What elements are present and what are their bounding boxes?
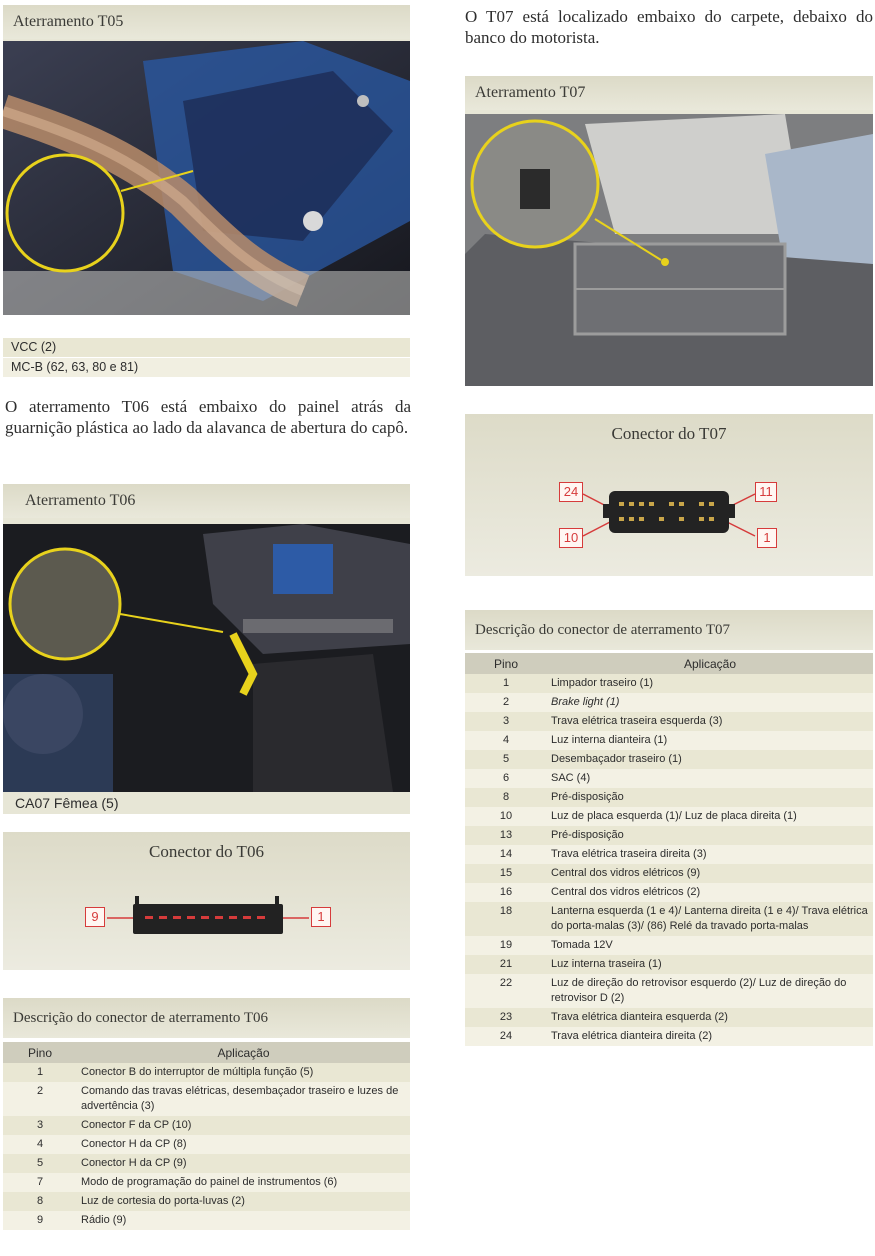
t07-connector-diagram [465,414,873,576]
table-row [3,1211,410,1230]
pin-number: 3 [3,1116,77,1135]
pin-application: Brake light (1) [547,693,873,712]
pin-number: 5 [3,1154,77,1173]
pin-application: Luz interna traseira (1) [547,955,873,974]
t06-connector-title: Conector do T06 [149,842,264,861]
pin-number: 4 [465,731,547,750]
t05-photo-panel [3,5,410,315]
pin-application: Luz de direção do retrovisor esquerdo (2)/ Luz de direção do retrovisor D (2) [547,974,873,1008]
t07-pin-label-24: 24 [559,482,583,502]
table-row [465,883,873,902]
t06-dashboard-illustration [3,524,410,792]
t07-connector-title: Conector do T07 [611,424,727,443]
pin-application: Luz de cortesia do porta-luvas (2) [77,1192,410,1211]
pin-application: Comando das travas elétricas, desembaçador traseiro e luzes de advertência (3) [77,1082,410,1116]
pin-number: 4 [3,1135,77,1154]
t07-pin-label-11: 11 [755,482,777,502]
pin-application: Pré-disposição [547,826,873,845]
t05-tags [3,338,410,378]
pin-number: 22 [465,974,547,1008]
pin-application: Conector F da CP (10) [77,1116,410,1135]
t07-pin-table [465,653,873,1046]
pin-application: Luz de placa esquerda (1)/ Luz de placa direita (1) [547,807,873,826]
t07-photo-panel [465,76,873,386]
t05-engine-photo [3,41,410,315]
table-row [465,807,873,826]
pin-number: 24 [465,1027,547,1046]
table-row [465,1027,873,1046]
pin-application: Lanterna esquerda (1 e 4)/ Lanterna direita (1 e 4)/ Trava elétrica do porta-malas (3)/ (86) Relé da travado porta-malas [547,902,873,936]
t06-table-title: Descrição do conector de aterramento T06 [3,998,410,1038]
pin-application: Trava elétrica dianteira direita (2) [547,1027,873,1046]
t06-header-pin: Pino [3,1042,77,1063]
pin-number: 8 [3,1192,77,1211]
pin-number: 5 [465,750,547,769]
t06-connector-diagram [3,832,410,970]
pin-application: Tomada 12V [547,936,873,955]
pin-application: Modo de programação do painel de instrumentos (6) [77,1173,410,1192]
pin-application: Trava elétrica traseira direita (3) [547,845,873,864]
pin-number: 9 [3,1211,77,1230]
table-row [465,712,873,731]
t07-seat-illustration [465,114,873,386]
table-row [465,788,873,807]
pin-number: 23 [465,1008,547,1027]
pin-application: Trava elétrica traseira esquerda (3) [547,712,873,731]
table-row [465,955,873,974]
pin-application: Central dos vidros elétricos (2) [547,883,873,902]
pin-application: SAC (4) [547,769,873,788]
pin-number: 1 [465,674,547,693]
t07-header-pin: Pino [465,653,547,674]
t07-table-title: Descrição do conector de aterramento T07 [465,610,873,650]
t06-table-title-bar [3,998,410,1038]
pin-application: Conector B do interruptor de múltipla função (5) [77,1063,410,1082]
t06-connector-panel [3,832,410,970]
t07-connector-body [609,491,729,533]
t06-photo-caption: CA07 Fêmea (5) [15,795,119,811]
t05-engine-illustration [3,41,410,315]
t06-photo-title: Aterramento T06 [3,484,410,518]
t06-pin-label-left: 9 [85,907,105,927]
pin-application: Pré-disposição [547,788,873,807]
pin-number: 19 [465,936,547,955]
table-row [465,845,873,864]
pin-application: Rádio (9) [77,1211,410,1230]
t06-header-application: Aplicação [77,1042,410,1063]
table-row [465,693,873,712]
table-row [465,769,873,788]
pin-application: Desembaçador traseiro (1) [547,750,873,769]
pin-number: 14 [465,845,547,864]
table-row [465,731,873,750]
t06-dashboard-photo [3,524,410,792]
t07-location-paragraph: O T07 está localizado embaixo do carpete, debaixo do banco do motorista. [465,7,873,47]
pin-application: Limpador traseiro (1) [547,674,873,693]
pin-number: 10 [465,807,547,826]
table-row [3,1116,410,1135]
pin-application: Luz interna dianteira (1) [547,731,873,750]
table-row [3,1063,410,1082]
pin-application: Trava elétrica dianteira esquerda (2) [547,1008,873,1027]
pin-number: 18 [465,902,547,936]
pin-number: 21 [465,955,547,974]
pin-number: 3 [465,712,547,731]
table-row [3,1135,410,1154]
t07-pin-label-1: 1 [757,528,777,548]
pin-application: Conector H da CP (9) [77,1154,410,1173]
table-row [3,1154,410,1173]
pin-number: 16 [465,883,547,902]
table-row [465,674,873,693]
t06-location-paragraph: O aterramento T06 está embaixo do painel atrás da guarnição plástica ao lado da alavanca de abertura do capô. [5,397,411,437]
pin-number: 7 [3,1173,77,1192]
t05-tag-mcb: MC-B (62, 63, 80 e 81) [3,358,410,377]
table-row [3,1082,410,1116]
table-row [3,1173,410,1192]
pin-number: 6 [465,769,547,788]
pin-number: 8 [465,788,547,807]
table-row [3,1192,410,1211]
table-row [465,936,873,955]
table-row [465,902,873,936]
t05-photo-title: Aterramento T05 [3,5,410,39]
pin-number: 2 [465,693,547,712]
t07-table-body [465,674,873,1046]
table-row [465,1008,873,1027]
pin-application: Conector H da CP (8) [77,1135,410,1154]
table-row [465,864,873,883]
pin-number: 15 [465,864,547,883]
table-row [465,826,873,845]
t07-header-application: Aplicação [547,653,873,674]
t06-table-body [3,1063,410,1230]
pin-number: 13 [465,826,547,845]
t07-photo-title: Aterramento T07 [465,76,873,110]
t05-tag-vcc: VCC (2) [3,338,410,357]
t06-photo-panel [3,484,410,814]
pin-number: 2 [3,1082,77,1116]
t07-connector-panel [465,414,873,576]
t07-pin-label-10: 10 [559,528,583,548]
t06-pin-table [3,1042,410,1230]
t07-seat-photo [465,114,873,386]
pin-number: 1 [3,1063,77,1082]
table-row [465,750,873,769]
pin-application: Central dos vidros elétricos (9) [547,864,873,883]
table-row [465,974,873,1008]
t07-table-title-bar [465,610,873,650]
t06-pin-label-right: 1 [311,907,331,927]
